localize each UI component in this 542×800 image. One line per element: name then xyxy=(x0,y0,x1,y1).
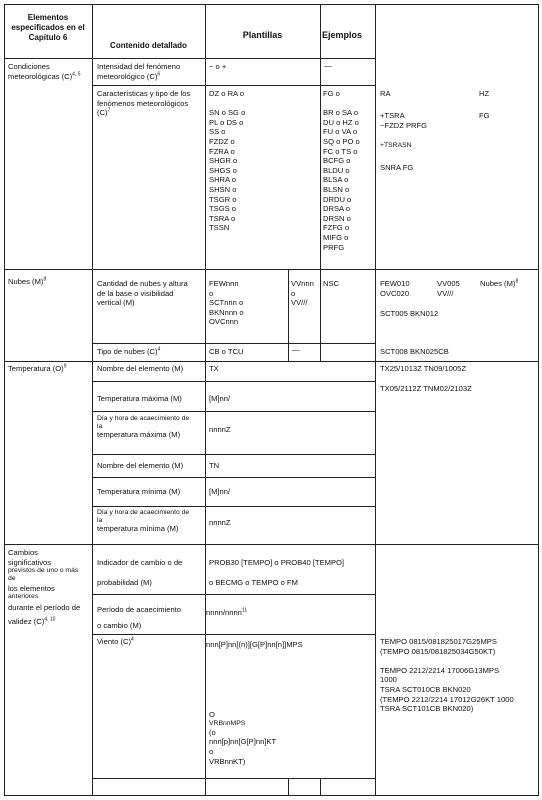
cloud-template-a-4: OVCnnn xyxy=(209,317,239,327)
temperature-label-text: Temperatura (O) xyxy=(8,364,64,373)
row-line-temp-3 xyxy=(92,454,375,455)
wind-template-alt-3: (o xyxy=(209,727,216,737)
temp-row-max-time xyxy=(97,415,189,440)
weather-template-b-15: MIFG o xyxy=(323,232,349,242)
weather-template-b-0: FG o xyxy=(323,89,340,98)
change-period-label-line-2: o cambio (M) xyxy=(97,620,142,630)
cloud-type-label xyxy=(97,347,160,357)
weather-template-b-14: FZFG o xyxy=(323,223,350,233)
example-tsrasn: +TSRASN xyxy=(380,142,412,149)
section-line-clouds xyxy=(4,269,539,270)
weather-template-b-5: SQ o PO o xyxy=(323,136,360,146)
weather-template-a-9: SHRA o xyxy=(209,175,237,185)
weather-templates-b xyxy=(323,89,360,252)
example-fzdz: −FZDZ PRFG xyxy=(380,121,428,130)
temp-row-min-time-template: nnnnZ xyxy=(209,518,231,527)
clouds-label xyxy=(8,277,46,287)
changes-example-7: (TEMPO 2212/2214 17012G26KT 1000 xyxy=(380,694,514,704)
col-divider-2 xyxy=(205,4,206,796)
wind-template-main: nnn[P]nn[(n)][G[P]nn[n]]MPS xyxy=(206,640,303,649)
cloud-example-nubes-sup: 8 xyxy=(515,278,519,285)
cloud-template-a-0: FEWnnn xyxy=(209,279,239,288)
change-indicator-label-line-2: probabilidad (M) xyxy=(97,577,152,587)
cloud-amount-label-line-1: Cantidad de nubes y altura xyxy=(97,279,188,288)
temp-row-min-time-line-1: Día y hora de acaecimiento de xyxy=(97,509,190,516)
conditions-label-line-2-text: meteorológicas (C) xyxy=(8,71,73,81)
wind-template-alternatives xyxy=(209,710,276,766)
example-ra: RA xyxy=(380,89,391,98)
cloud-example-sct: SCT005 BKN012 xyxy=(380,309,439,318)
wind-template-alt-4: nnn[p]nn[G[P]nn]KT xyxy=(209,737,277,747)
table-border-bottom xyxy=(4,795,539,796)
change-indicator-template-line-2: o BECMG o TEMPO o FM xyxy=(209,577,298,587)
characteristics-label-line-2: fenómenos meteorológicos xyxy=(97,98,189,108)
wind-label-text: Viento (C) xyxy=(97,637,132,646)
wind-label xyxy=(97,637,134,647)
weather-template-b-8: BLDU o xyxy=(323,165,350,175)
weather-template-a-3: PL o DS o xyxy=(209,117,244,127)
cloud-example-vvslash: VV/// xyxy=(437,289,454,298)
weather-template-b-3: DU o HZ o xyxy=(323,117,359,127)
weather-template-b-16: PRFG xyxy=(323,242,345,252)
change-indicator-label-line-1: Indicador de cambio o de xyxy=(97,558,183,567)
temperature-label xyxy=(8,364,66,374)
row-line-cloud-type xyxy=(92,343,375,344)
example-tsra: +TSRA xyxy=(380,111,405,120)
cloud-example-vv005: VV005 xyxy=(437,279,460,288)
weather-template-b-2: BR o SA o xyxy=(323,108,359,118)
characteristics-label-line-3 xyxy=(97,108,190,118)
temp-row-name-min: Nombre del elemento (M) xyxy=(97,461,184,470)
table-border-left xyxy=(4,4,5,796)
changes-examples xyxy=(380,637,514,714)
wind-template-alt-6: VRBnnKT) xyxy=(209,756,246,766)
change-period-template xyxy=(206,608,247,618)
changes-label-line-6: anteriores xyxy=(8,593,39,601)
cloud-example-few: FEW010 xyxy=(380,279,410,288)
temp-row-max-time-line-1: Día y hora de acaecimiento de xyxy=(97,415,190,422)
weather-template-b-9: BLSA o xyxy=(323,175,349,185)
cloud-example-ovc: OVC020 xyxy=(380,289,410,298)
row-line-temp-5 xyxy=(92,506,375,507)
changes-example-1: TEMPO 0815/081825017G25MPS xyxy=(380,637,497,646)
temp-row-max-time-line-2: la xyxy=(97,423,103,431)
changes-example-4: TEMPO 2212/2214 17006G13MPS xyxy=(380,665,500,675)
cloud-type-example: SCT008 BKN025CB xyxy=(380,347,449,356)
header-col1-line-3: Capítulo 6 xyxy=(28,33,68,42)
wind-template-alt-2: VRBnnMPS xyxy=(209,719,246,727)
intensity-label-line-1: Intensidad del fenómeno xyxy=(97,62,181,71)
cloud-type-label-text: Tipo de nubes (C) xyxy=(97,347,158,356)
cloud-templates-a xyxy=(209,279,244,327)
wind-template-alt-1: O xyxy=(209,710,215,719)
example-fg: FG xyxy=(479,111,490,120)
header-col3: Plantillas xyxy=(242,30,283,40)
row-line-change-1 xyxy=(92,594,375,595)
changes-example-6: TSRA SCT010CB BKN020 xyxy=(380,684,471,694)
change-period-template-text: nnnn/nnnn xyxy=(206,608,242,617)
temp-row-min-template: [M]nn/ xyxy=(209,487,231,496)
weather-template-a-5: FZDZ o xyxy=(209,136,235,146)
temperature-example-2: TX05/2112Z TNM02/2103Z xyxy=(380,384,472,393)
changes-label-line-4: de xyxy=(8,575,16,583)
temp-row-name-max-template: TX xyxy=(209,364,219,373)
change-period-label-line-1: Período de acaecimiento xyxy=(97,605,182,614)
cloud-template-a-2: SCTnnn o xyxy=(209,298,244,308)
cloud-amount-label-line-2: de la base o visibilidad xyxy=(97,288,174,298)
intensity-template: − o + xyxy=(209,62,227,71)
weather-template-b-13: DRSN o xyxy=(323,213,351,223)
row-line-temp-2 xyxy=(92,411,375,412)
header-col1-line-1: Elementos xyxy=(27,13,69,22)
changes-example-3 xyxy=(380,656,514,666)
cloud-amount-label-line-3: vertical (M) xyxy=(97,298,135,308)
temperature-label-sup: 9 xyxy=(63,363,67,370)
characteristics-label-line-3-text: (C) xyxy=(97,108,108,118)
section-line-temperature xyxy=(4,361,539,362)
intensity-label-sup: 6 xyxy=(157,71,161,78)
cloud-template-b-2: VV/// xyxy=(291,298,308,308)
example-snra: SNRA FG xyxy=(380,163,414,172)
cloud-template-b-0: VVnnn xyxy=(291,279,314,288)
conditions-label xyxy=(8,62,81,81)
characteristics-label xyxy=(97,89,190,118)
temp-row-max: Temperatura máxima (M) xyxy=(97,394,182,403)
intensity-label-line-2-text: meteorológico (C) xyxy=(97,71,158,81)
weather-template-a-0: DZ o RA o xyxy=(209,89,245,98)
col-divider-1 xyxy=(92,4,93,796)
temp-row-min: Temperatura mínima (M) xyxy=(97,487,181,496)
changes-label xyxy=(8,548,80,627)
characteristics-label-line-1: Características y tipo de los xyxy=(97,89,191,98)
cloud-template-a-1: o xyxy=(209,288,214,298)
row-line-temp-4 xyxy=(92,477,375,478)
weather-template-b-1 xyxy=(323,99,360,109)
row-line-intensity xyxy=(92,85,375,86)
conditions-label-line-2 xyxy=(8,72,81,82)
changes-label-line-1: Cambios xyxy=(8,548,38,557)
section-line-changes xyxy=(4,544,539,545)
cloud-template-b-1: o xyxy=(291,288,296,298)
changes-example-8: TSRA SCT101CB BKN020) xyxy=(380,704,474,714)
conditions-label-sup: 4, 5 xyxy=(72,71,81,78)
weather-template-a-13: TSRA o xyxy=(209,213,236,223)
weather-template-a-12: TSGS o xyxy=(209,204,237,214)
row-line-change-3 xyxy=(92,778,375,779)
intensity-label xyxy=(97,62,180,81)
changes-example-2: (TEMPO 0815/081825034G50KT) xyxy=(380,646,496,656)
weather-template-a-7: SHGR o xyxy=(209,156,238,166)
weather-template-a-6: FZRA o xyxy=(209,146,235,156)
weather-template-b-12: DRSA o xyxy=(323,204,351,214)
header-col2: Contenido detallado xyxy=(110,41,187,50)
change-indicator-template-line-1: PROB30 [TEMPO] o PROB40 [TEMPO] xyxy=(209,558,345,567)
col-divider-4 xyxy=(375,4,376,796)
cloud-template-a-3: BKNnnn o xyxy=(209,307,244,317)
weather-template-a-2: SN o SG o xyxy=(209,108,246,118)
change-indicator-label xyxy=(97,558,182,587)
changes-label-line-8-text: validez (C) xyxy=(8,616,45,626)
weather-template-a-10: SHSN o xyxy=(209,184,237,194)
intensity-col4-dash: — xyxy=(324,61,332,70)
temperature-example-1: TX25/1013Z TN09/1005Z xyxy=(380,364,466,373)
changes-label-sup: 4, 10 xyxy=(44,616,56,623)
weather-template-a-1 xyxy=(209,99,245,109)
changes-label-line-7: durante el período de xyxy=(8,603,81,613)
temp-row-name-min-template: TN xyxy=(209,461,220,470)
col-divider-3-clouds xyxy=(320,269,321,361)
weather-template-a-11: TSGR o xyxy=(209,194,237,204)
intensity-label-line-2 xyxy=(97,72,180,82)
col-divider-3-bottom xyxy=(320,778,321,796)
characteristics-label-sup: 7 xyxy=(107,107,111,114)
header-bottom-line xyxy=(4,58,375,59)
row-line-change-2 xyxy=(92,634,375,635)
temp-row-max-time-line-3: temperatura máxima (M) xyxy=(97,430,181,440)
weather-template-b-6: FC o TS o xyxy=(323,146,358,156)
temp-row-max-time-template: nnnnZ xyxy=(209,425,231,434)
cloud-type-label-sup: 4 xyxy=(157,346,161,353)
cloud-amount-label xyxy=(97,279,188,308)
table-border-right xyxy=(538,4,539,796)
temp-row-name-max: Nombre del elemento (M) xyxy=(97,364,184,373)
weather-templates-a xyxy=(209,89,245,233)
weather-template-b-11: DRDU o xyxy=(323,194,352,204)
weather-template-b-10: BLSN o xyxy=(323,184,350,194)
changes-example-5: 1000 xyxy=(380,675,397,685)
header-col4: Ejemplos xyxy=(322,30,363,40)
changes-label-line-8 xyxy=(8,617,80,627)
header-col1 xyxy=(6,13,90,43)
cloud-templates-b xyxy=(291,279,314,308)
weather-template-a-8: SHGS o xyxy=(209,165,237,175)
example-hz: HZ xyxy=(479,89,490,98)
cloud-template-nsc: NSC xyxy=(323,279,340,288)
change-period-label xyxy=(97,605,181,630)
col-divider-3a-clouds xyxy=(288,269,289,361)
change-period-template-sup: 11 xyxy=(241,607,248,614)
header-col1-line-2: especificados en el xyxy=(11,23,85,32)
weather-template-b-7: BCFG o xyxy=(323,156,351,166)
temp-row-min-time xyxy=(97,509,189,534)
wind-label-sup: 4 xyxy=(131,636,134,643)
col-divider-3-upper xyxy=(320,4,321,269)
weather-template-a-14: TSSN xyxy=(209,223,230,233)
temp-row-min-time-line-3: temperatura mínima (M) xyxy=(97,524,179,534)
col-divider-3a-bottom xyxy=(288,778,289,796)
changes-label-line-5: los elementos xyxy=(8,583,55,593)
temp-row-max-template: [M]nn/ xyxy=(209,394,231,403)
conditions-label-line-1: Condiciones xyxy=(8,62,50,71)
changes-label-line-3: previstos de uno o más xyxy=(8,567,79,575)
wind-template-alt-5: o xyxy=(209,746,214,756)
clouds-label-sup: 8 xyxy=(43,276,47,283)
weather-template-b-4: FU o VA o xyxy=(323,127,358,137)
changes-label-line-2: significativos xyxy=(8,557,52,567)
cloud-type-template: CB o TCU xyxy=(209,347,244,356)
temp-row-min-time-line-2: la xyxy=(97,517,103,525)
table-border-top xyxy=(4,4,539,5)
clouds-label-text: Nubes (M) xyxy=(8,277,44,286)
weather-template-a-4: SS o xyxy=(209,127,226,137)
row-line-temp-1 xyxy=(92,381,375,382)
cloud-example-nubes xyxy=(480,279,518,289)
cloud-type-template-dash: — xyxy=(292,345,300,354)
cloud-example-nubes-text: Nubes (M) xyxy=(480,279,516,288)
change-indicator-template xyxy=(209,558,344,587)
